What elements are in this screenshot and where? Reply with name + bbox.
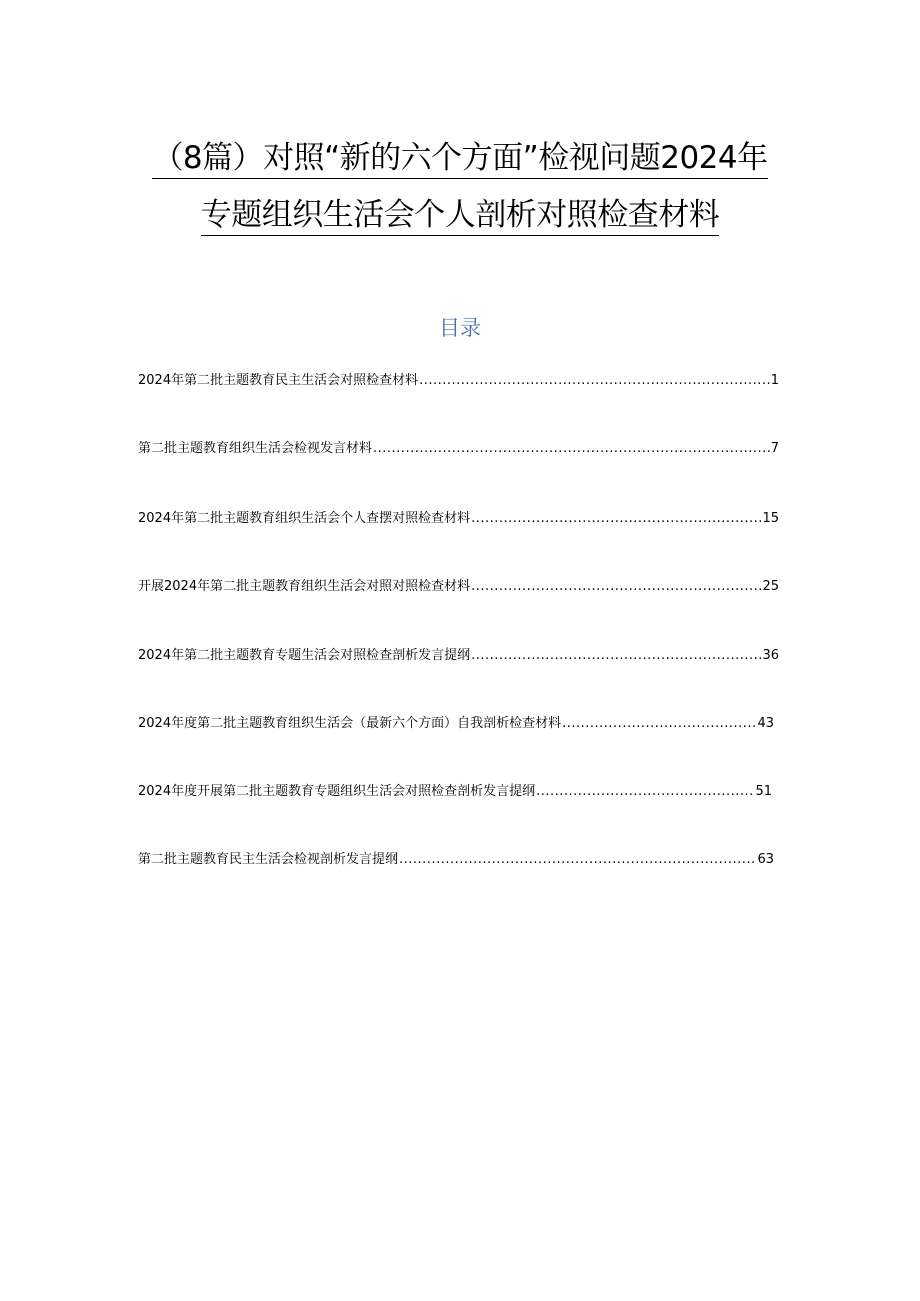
toc-item-label: 第二批主题教育民主生活会检视剖析发言提纲 (138, 852, 399, 867)
document-title-line-2 (0, 195, 920, 235)
toc-item-page: 43 (757, 716, 774, 731)
toc-item-label: 2024年度开展第二批主题教育专题组织生活会对照检查剖析发言提纲 (138, 784, 536, 799)
toc-item-page: 36 (762, 648, 779, 663)
toc-item[interactable] (138, 578, 779, 596)
toc-dot-leader (562, 715, 756, 733)
toc-dot-leader (536, 783, 754, 801)
toc-item-label: 2024年第二批主题教育专题生活会对照检查剖析发言提纲 (138, 648, 471, 663)
toc-item-page: 1 (770, 373, 779, 388)
toc-dot-leader (373, 440, 770, 458)
toc-item[interactable] (138, 783, 772, 801)
toc-dot-leader (471, 647, 761, 665)
toc-item-label: 2024年第二批主题教育组织生活会个人查摆对照检查材料 (138, 511, 471, 526)
toc-item-label: 2024年度第二批主题教育组织生活会（最新六个方面）自我剖析检查材料 (138, 716, 562, 731)
toc-item-page: 63 (757, 852, 774, 867)
toc-item[interactable] (138, 647, 779, 665)
toc-item[interactable] (138, 510, 779, 528)
toc-item-label: 2024年第二批主题教育民主生活会对照检查材料 (138, 373, 419, 388)
toc-item-page: 7 (770, 441, 779, 456)
title-line-2-text: 专题组织生活会个人剖析对照检查材料 (201, 197, 720, 236)
toc-item[interactable] (138, 372, 779, 390)
title-line-1-text: （8篇）对照“新的六个方面”检视问题2024年 (152, 140, 767, 179)
toc-item-page: 51 (755, 784, 772, 799)
toc-item[interactable] (138, 851, 774, 869)
toc-dot-leader (471, 578, 761, 596)
toc-dot-leader (399, 851, 756, 869)
toc-heading: 目录 (439, 316, 481, 340)
document-title-line-1 (0, 138, 920, 178)
toc-item-label: 第二批主题教育组织生活会检视发言材料 (138, 441, 373, 456)
toc-dot-leader (471, 510, 761, 528)
toc-item[interactable] (138, 440, 779, 458)
toc-item[interactable] (138, 715, 774, 733)
toc-dot-leader (419, 372, 770, 390)
toc-item-page: 25 (762, 579, 779, 594)
toc-item-label: 开展2024年第二批主题教育组织生活会对照对照检查材料 (138, 579, 471, 594)
toc-item-page: 15 (762, 511, 779, 526)
